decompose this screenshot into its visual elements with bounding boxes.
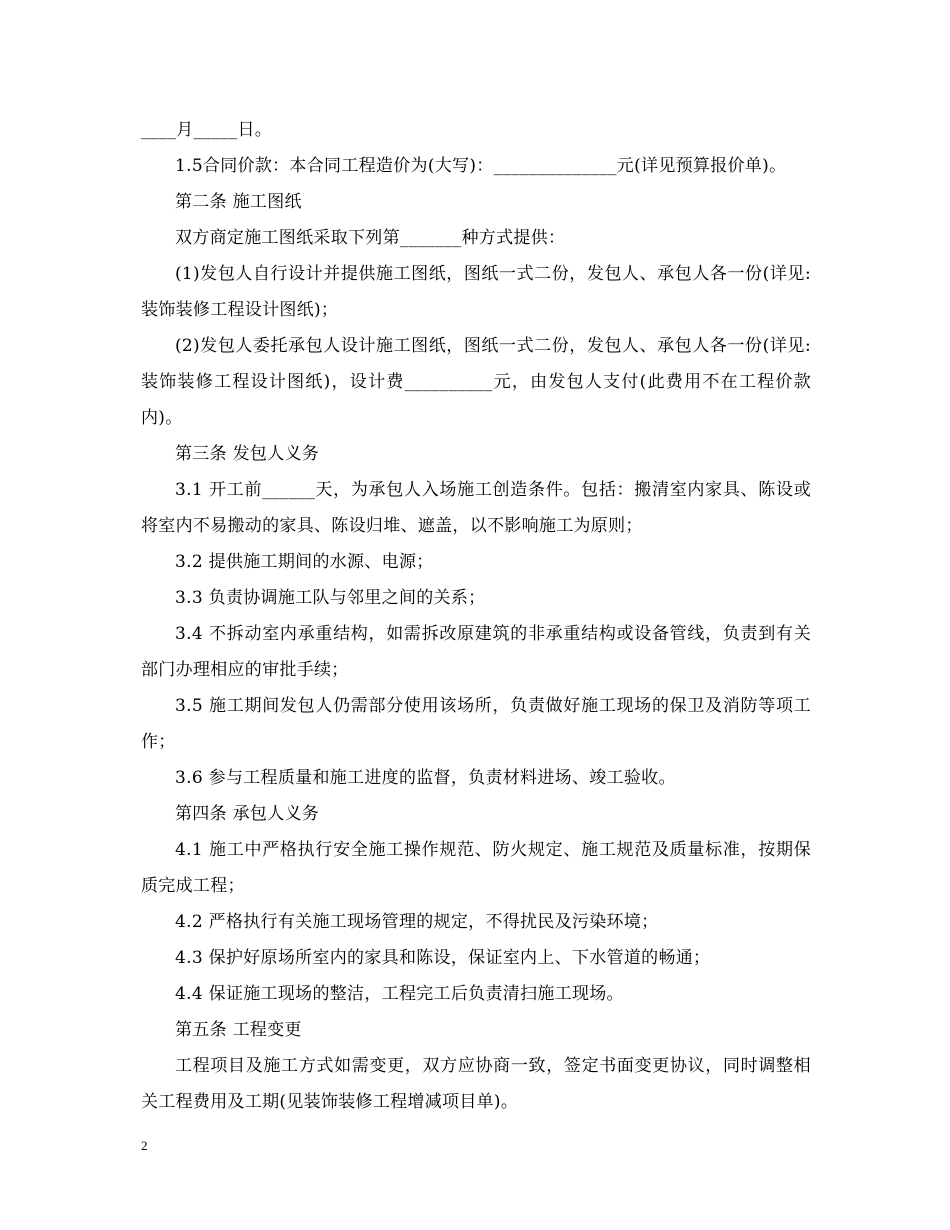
paragraph-drawings-option-1: (1)发包人自行设计并提供施工图纸，图纸一式二份，发包人、承包人各一份(详见:装饰装修工程设计图纸)； <box>141 264 811 320</box>
clause-4-1: 4.1 施工中严格执行安全施工操作规范、防火规定、施工规范及质量标准，按期保质完成工程； <box>141 840 811 896</box>
clause-4-2: 4.2 严格执行有关施工现场管理的规定，不得扰民及污染环境； <box>175 912 659 932</box>
section-heading-employer-duties: 第三条 发包人义务 <box>175 444 320 464</box>
paragraph-date-line: ____月_____日。 <box>141 120 273 140</box>
paragraph-contract-price: 1.5合同价款：本合同工程造价为(大写)：______________元(详见预算报价单)。 <box>175 156 787 176</box>
clause-4-3: 4.3 保护好原场所室内的家具和陈设，保证室内上、下水管道的畅通； <box>175 948 711 968</box>
paragraph-drawings-method: 双方商定施工图纸采取下列第_______种方式提供： <box>175 228 566 248</box>
section-heading-contractor-duties: 第四条 承包人义务 <box>175 804 320 824</box>
page-number: 2 <box>141 1138 148 1153</box>
clause-3-2: 3.2 提供施工期间的水源、电源； <box>175 552 434 572</box>
section-heading-drawings: 第二条 施工图纸 <box>175 192 302 212</box>
clause-3-4: 3.4 不拆动室内承重结构，如需拆改原建筑的非承重结构或设备管线，负责到有关部门办理相应的审批手续； <box>141 624 811 680</box>
clause-3-5: 3.5 施工期间发包人仍需部分使用该场所，负责做好施工现场的保卫及消防等项工作； <box>141 696 811 752</box>
clause-3-6: 3.6 参与工程质量和施工进度的监督，负责材料进场、竣工验收。 <box>175 768 676 788</box>
paragraph-changes: 工程项目及施工方式如需变更，双方应协商一致，签定书面变更协议，同时调整相关工程费用及工期(见装饰装修工程增减项目单)。 <box>141 1056 811 1112</box>
clause-3-3: 3.3 负责协调施工队与邻里之间的关系； <box>175 588 486 608</box>
clause-3-1: 3.1 开工前______天，为承包人入场施工创造条件。包括：搬清室内家具、陈设或将室内不易搬动的家具、陈设归堆、遮盖，以不影响施工为原则； <box>141 480 811 536</box>
contract-body <box>141 112 811 1120</box>
clause-4-4: 4.4 保证施工现场的整洁，工程完工后负责清扫施工现场。 <box>175 984 624 1004</box>
section-heading-changes: 第五条 工程变更 <box>175 1020 302 1040</box>
paragraph-drawings-option-2: (2)发包人委托承包人设计施工图纸，图纸一式二份，发包人、承包人各一份(详见:装饰装修工程设计图纸)，设计费__________元，由发包人支付(此费用不在工程价款内)。 <box>141 336 811 428</box>
